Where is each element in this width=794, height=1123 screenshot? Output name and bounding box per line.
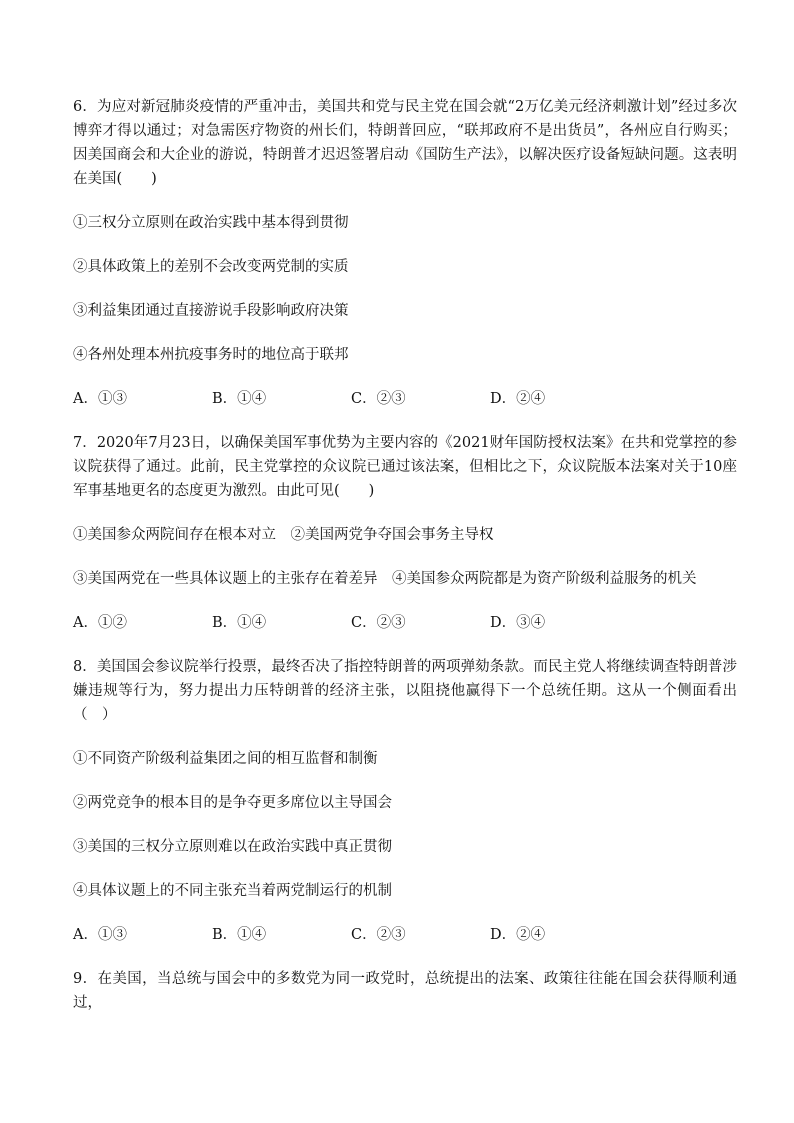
spacer <box>73 947 737 967</box>
question-stem: 7．2020年7月23日，以确保美国军事优势为主要内容的《2021财年国防授权法案》在共和党掌控的参议院获得了通过。此前，民主党掌控的众议院已通过该法案，但相比之下，众议院版本法案对关于10座军事基地更名的态度更为激烈。由此可见( ) <box>73 435 737 499</box>
statement-option: ④具体议题上的不同主张充当着两党制运行的机制 <box>73 883 392 899</box>
question-6 <box>73 95 737 411</box>
statement-option: ②具体政策上的差别不会改变两党制的实质 <box>73 259 349 275</box>
choice-b[interactable]: B．①④ <box>212 391 267 407</box>
choice-d[interactable]: D．②④ <box>490 391 546 407</box>
question-9 <box>73 967 737 1015</box>
choice-d[interactable]: D．②④ <box>490 927 546 943</box>
question-7 <box>73 431 737 635</box>
choice-a[interactable]: A．①② <box>73 615 127 631</box>
question-stem: 8．美国国会参议院举行投票，最终否决了指控特朗普的两项弹劾条款。而民主党人将继续调查特朗普涉嫌违规等行为，努力提出力压特朗普的经济主张，以阻挠他赢得下一个总统任期。这从一个侧面看出（ ） <box>73 659 737 723</box>
statement-option: ①不同资产阶级利益集团之间的相互监督和制衡 <box>73 751 378 767</box>
choice-c[interactable]: C．②③ <box>351 391 406 407</box>
answer-choices <box>73 923 737 947</box>
choice-b[interactable]: B．①④ <box>212 615 267 631</box>
choice-c[interactable]: C．②③ <box>351 615 406 631</box>
spacer <box>73 411 737 431</box>
answer-choices <box>73 611 737 635</box>
choice-b[interactable]: B．①④ <box>212 927 267 943</box>
statement-option: ①美国参众两院间存在根本对立 ②美国两党争夺国会事务主导权 <box>73 527 494 543</box>
question-8 <box>73 655 737 947</box>
statement-option: ②两党竞争的根本目的是争夺更多席位以主导国会 <box>73 795 392 811</box>
statement-option: ①三权分立原则在政治实践中基本得到贯彻 <box>73 215 349 231</box>
statement-option: ③美国的三权分立原则难以在政治实践中真正贯彻 <box>73 839 392 855</box>
choice-a[interactable]: A．①③ <box>73 391 127 407</box>
choice-c[interactable]: C．②③ <box>351 927 406 943</box>
statement-option: ③美国两党在一些具体议题上的主张存在着差异 ④美国参众两院都是为资产阶级利益服务的机关 <box>73 571 697 587</box>
choice-a[interactable]: A．①③ <box>73 927 127 943</box>
question-stem: 9．在美国，当总统与国会中的多数党为同一政党时，总统提出的法案、政策往往能在国会获得顺利通过， <box>73 971 737 1011</box>
question-stem: 6．为应对新冠肺炎疫情的严重冲击，美国共和党与民主党在国会就“2万亿美元经济刺激计划”经过多次博弈才得以通过；对急需医疗物资的州长们，特朗普回应，“联邦政府不是出货员”，各州应自行购买；因美国商会和大企业的游说，特朗普才迟迟签署启动《国防生产法》，以解决医疗设备短缺问题。这表明在美国( ) <box>73 99 737 187</box>
statement-option: ③利益集团通过直接游说手段影响政府决策 <box>73 303 349 319</box>
document-page <box>73 95 737 1015</box>
answer-choices <box>73 387 737 411</box>
choice-d[interactable]: D．③④ <box>490 615 546 631</box>
spacer <box>73 635 737 655</box>
statement-option: ④各州处理本州抗疫事务时的地位高于联邦 <box>73 347 349 363</box>
